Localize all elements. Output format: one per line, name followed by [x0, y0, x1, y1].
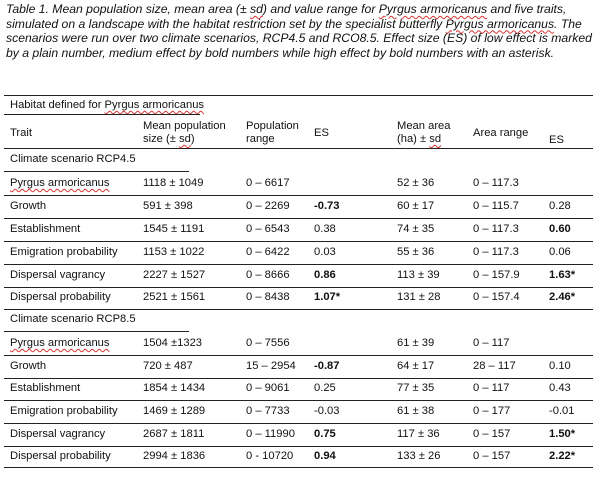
caption-text: . The scenarios were run over two climate scenarios, RCP4.5 and RCO8.5. Effect size (ES) of low effect is marked by a plain number, medium effect by bold numbers while high effect by bold numbers with an asterisk. — [6, 16, 592, 60]
cell-es-area: 1.63* — [549, 269, 576, 281]
section-title: Climate scenario RCP4.5 — [10, 153, 136, 165]
cell-mean-pop: 2227 ± 1527 — [143, 269, 206, 281]
cell-pop-range: 15 – 2954 — [246, 360, 296, 372]
cell-mean-pop: 720 ± 487 — [143, 360, 193, 372]
cell-mean-pop: 1504 ±1323 — [143, 337, 203, 349]
cell-mean-pop: 1545 ± 1191 — [143, 223, 205, 235]
cell-mean-pop: 1469 ± 1289 — [143, 405, 206, 417]
cell-pop-range: 0 – 9061 — [246, 382, 290, 394]
cell-es-pop: 0.86 — [314, 269, 336, 281]
cell-area-range: 0 – 117.3 — [473, 246, 519, 258]
row-rule — [4, 378, 593, 379]
cell-pop-range: 0 – 2269 — [246, 200, 290, 212]
cell-trait: Establishment — [10, 382, 81, 394]
cell-area-range: 0 – 117.3 — [473, 177, 519, 189]
cell-pop-range: 0 – 6422 — [246, 246, 290, 258]
cell-es-area: 0.10 — [549, 360, 571, 372]
habitat-label: Habitat defined for Pyrgus armoricanus — [10, 99, 205, 111]
cell-mean-area: 77 ± 35 — [397, 382, 435, 394]
cell-area-range: 0 – 117 — [473, 337, 510, 349]
row-rule — [4, 241, 593, 242]
cell-mean-area: 117 ± 36 — [397, 428, 440, 440]
cell-area-range: 0 – 157 — [473, 450, 511, 462]
header-area-range: Area range — [473, 127, 529, 139]
cell-mean-pop: 2994 ± 1836 — [143, 450, 206, 462]
cell-mean-pop: 2687 ± 1811 — [143, 428, 205, 440]
caption-sd: sd — [250, 2, 263, 16]
header-pop-range: Population range — [246, 120, 299, 145]
section-title: Climate scenario RCP8.5 — [10, 313, 136, 325]
header-sd: sd — [429, 133, 442, 145]
header-sd: sd — [178, 133, 191, 145]
cell-mean-area: 131 ± 28 — [397, 291, 441, 303]
cell-es-pop: 0.25 — [314, 382, 336, 394]
cell-area-range: 0 – 117 — [473, 382, 510, 394]
row-rule — [4, 287, 593, 288]
cell-mean-pop: 591 ± 398 — [143, 200, 193, 212]
cell-es-pop: -0.73 — [314, 200, 340, 212]
cell-area-range: 0 – 115.7 — [473, 200, 519, 212]
cell-mean-area: 60 ± 17 — [397, 200, 435, 212]
cell-trait: Pyrgus armoricanus — [10, 337, 110, 349]
caption-species: Pyrgus armoricanus — [378, 2, 488, 16]
section-rule — [4, 171, 189, 172]
row-rule — [4, 195, 593, 196]
cell-es-area: 0.43 — [549, 382, 571, 394]
cell-es-area: 0.06 — [549, 246, 571, 258]
row-rule — [4, 355, 593, 356]
header-es-area: ES — [549, 134, 564, 146]
cell-mean-area: 61 ± 39 — [397, 337, 435, 349]
row-rule — [4, 309, 593, 310]
cell-trait: Establishment — [10, 223, 81, 235]
cell-mean-pop: 1153 ± 1022 — [143, 246, 205, 258]
row-rule — [4, 446, 593, 447]
cell-es-pop: -0.87 — [314, 360, 340, 372]
section-rule — [4, 331, 189, 332]
cell-es-area: 2.46* — [549, 291, 576, 303]
cell-mean-area: 74 ± 35 — [397, 223, 435, 235]
cell-mean-area: 61 ± 38 — [397, 405, 435, 417]
cell-trait: Dispersal probability — [10, 291, 111, 303]
cell-es-pop: 1.07* — [314, 291, 341, 303]
cell-area-range: 28 – 117 — [473, 360, 516, 372]
header-mean-pop: Mean population size (± sd) — [143, 120, 226, 145]
caption-text: ) and value range for — [262, 2, 379, 16]
cell-pop-range: 0 – 8666 — [246, 269, 290, 281]
cell-es-area: 0.28 — [549, 200, 571, 212]
cell-es-area: 2.22* — [549, 450, 576, 462]
cell-trait: Emigration probability — [10, 246, 118, 258]
cell-trait: Growth — [10, 200, 47, 212]
cell-mean-pop: 1854 ± 1434 — [143, 382, 206, 394]
header-trait: Trait — [10, 127, 32, 139]
cell-es-area: 1.50* — [549, 428, 576, 440]
cell-es-pop: 0.94 — [314, 450, 336, 462]
cell-area-range: 0 – 157 — [473, 428, 511, 440]
habitat-rule — [4, 114, 200, 115]
cell-pop-range: 0 - 10720 — [246, 450, 294, 462]
cell-pop-range: 0 – 7556 — [246, 337, 290, 349]
cell-mean-area: 52 ± 36 — [397, 177, 435, 189]
cell-mean-area: 55 ± 36 — [397, 246, 435, 258]
cell-trait: Emigration probability — [10, 405, 118, 417]
caption-species: Pyrgus armoricanus — [445, 16, 555, 31]
cell-trait: Pyrgus armoricanus — [10, 177, 110, 189]
cell-mean-pop: 2521 ± 1561 — [143, 291, 206, 303]
cell-es-pop: 0.75 — [314, 428, 336, 440]
cell-pop-range: 0 – 7733 — [246, 405, 290, 417]
row-rule — [4, 423, 593, 424]
table-bottom-rule — [4, 467, 593, 468]
cell-es-pop: 0.38 — [314, 223, 336, 235]
cell-es-pop: -0.03 — [314, 405, 340, 417]
cell-trait: Dispersal vagrancy — [10, 269, 106, 281]
header-es-pop: ES — [314, 127, 329, 139]
cell-trait: Growth — [10, 360, 47, 372]
row-rule — [4, 400, 593, 401]
row-rule — [4, 218, 593, 219]
row-rule — [4, 264, 593, 265]
cell-es-area: 0.60 — [549, 223, 571, 235]
cell-mean-area: 133 ± 26 — [397, 450, 441, 462]
cell-area-range: 0 – 157.9 — [473, 269, 520, 281]
cell-mean-pop: 1118 ± 1049 — [143, 177, 204, 189]
header-rule — [4, 148, 593, 149]
cell-area-range: 0 – 177 — [473, 405, 511, 417]
cell-es-pop: 0.03 — [314, 246, 336, 258]
header-mean-area: Mean area (ha) ± sd — [397, 120, 451, 145]
cell-mean-area: 113 ± 39 — [397, 269, 440, 281]
cell-area-range: 0 – 117.3 — [473, 223, 519, 235]
cell-pop-range: 0 – 6543 — [246, 223, 290, 235]
cell-es-area: -0.01 — [549, 405, 575, 417]
table-top-rule — [4, 95, 593, 96]
habitat-species: Pyrgus armoricanus — [104, 99, 205, 111]
caption-text: Table 1. Mean population size, mean area (± — [6, 2, 251, 16]
cell-trait: Dispersal vagrancy — [10, 428, 106, 440]
cell-area-range: 0 – 157.4 — [473, 291, 520, 303]
cell-mean-area: 64 ± 17 — [397, 360, 435, 372]
cell-pop-range: 0 – 11990 — [246, 428, 295, 440]
cell-trait: Dispersal probability — [10, 450, 111, 462]
cell-pop-range: 0 – 6617 — [246, 177, 290, 189]
table-caption — [6, 2, 602, 60]
cell-pop-range: 0 – 8438 — [246, 291, 290, 303]
caption-text: and five traits, simulated on a landscape with the habitat restriction set by the specialist butterfly — [6, 2, 567, 31]
